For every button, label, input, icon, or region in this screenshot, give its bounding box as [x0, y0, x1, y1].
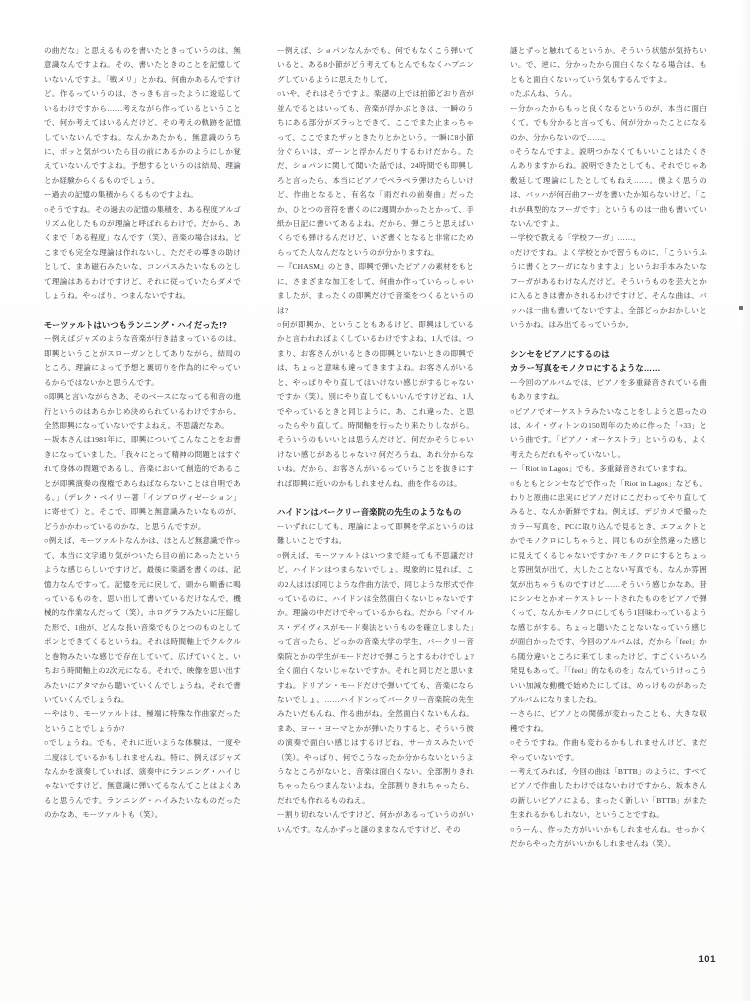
body-paragraph: ○そうですね。作曲も変わるかもしれませんけど、まだやっていないです。 — [510, 738, 707, 762]
body-paragraph: ○そうなんですよ。説明つかなくてもいいことはたくさんありますからね。説明できたとしても、それでじゃあ敷延して理論にしたとしてもねえ……。僕よく思うのは、バッハが何百曲フーガを書いたか知らないけど、「これが典型的なフーガです」というものは一曲も書いていないんですよ。 — [510, 146, 707, 229]
body-paragraph: ○例えば、モーツァルトなんかは、ほとんど無意識で作って、本当に文字通り気がついたら目の前にあったというような感じらしいですけど。最後に楽譜を書くのは、記憶力なんですって。記憶を元に戻して、頭から順番に鳴っているものを、思い出して書いているだけなんで、機械的な作業なんだって（笑）。ホログラフみたいに圧縮した形で、1曲が、どんな長い音楽でもひとつのものとしてポンとできてくるというね。それは時間軸上でクルクルと巻物みたいな感じで存在していて、広げていくと、いちおう時間軸上の2次元になる。それで、映像を思い出すみたいにアタマから聴いていくんでしょうね。それで書いていくんでしょうね。 — [44, 536, 241, 704]
body-paragraph: ○そうですね。その過去の記憶の集積を、ある程度アルゴリズム化したものが理論と呼ばれるわけで。だから、あくまで「ある程度」なんです（笑）、音楽の場合はね。どこまでも完全な理論は作れないし、ただその導きの助けとして、まあ磁石みたいな、コンパスみたいなものとして理論はあるわけですけど、それに従っていたらダメでしょうね。やっぱり、つまんないですね。 — [44, 204, 241, 301]
body-paragraph: ○うーん、作った方がいいかもしれませんね。せっかくだからやった方がいいかもしれませんね（笑）。 — [510, 824, 707, 849]
body-paragraph: ○ピアノでオーケストラみたいなことをしようと思ったのは、ルイ・ヴィトンの150周年のために作った「+33」という曲です。「ピアノ・オーケストラ」というのも、よく考えたらだれもやっていないし。 — [510, 406, 707, 459]
section-heading: ハイドンはバークリー音楽院の先生のようなもの — [277, 507, 462, 518]
register-mark-icon — [739, 306, 743, 310]
section-heading: シンセをピアノにするのは — [510, 348, 610, 359]
body-paragraph: ○例えば、モーツァルトはいつまで経っても不思議だけど、ハイドンはつまらないでしょ。現象的に見れば、この2人はほぼ同じような作曲方法で、同じような形式で作っているのに、ハイドンは全然面白くないじゃないですか。理論の中だけでやっているからね。だから「マイルス・デイヴィスがモード奏法というものを確立しました」って言ったら、どっかの音楽大学の学生、バークリー音楽院とかの学生がモードだけで弾こうとするわけでしょ? 全く面白くないじゃないですか。それと同じだと思いますね。ドリアン・モードだけで弾いてても、音楽にならないでしょ。……ハイドンってバークリー音楽院の先生みたいだもんね、作る曲がね。全然面白くないもんね。まあ、ヨー・ヨーマとかが弾いたりすると、そういう彼の演奏で面白い感じはするけどね、サーカスみたいで（笑）。やっぱり、何でこうなったか分からないというようなところがないと、音楽は面白くない。全部割りきれちゃったらつまんないよね。全部割りきれちゃったら、だれでも作れるものねえ。 — [277, 550, 474, 805]
text-column-1 — [44, 44, 241, 924]
body-paragraph: ○何が即興か、ということもあるけど、即興はしているかと言われればよくしているわけですよね、1人では。つまり、お客さんがいるときの即興といないときの即興では、ちょっと意味も違ってきますよね。お客さんがいると、やっぱりやり直してはいけない感じがするじゃないですか（笑）。別にやり直してもいいんですけどね、1人でやっているときと同じように。あ、これ違った、と思ったらやり直して。時間軸を行ったり来たりしながら。そういうのもいいとは思うんだけど、何だかそうじゃいけない感じがあるじゃない? 何だろうね、あれ分からないね。だから、お客さんがいるっていうことを抜きにすれば即興に近いのかもしれませんね、曲を作るのは。 — [277, 320, 474, 488]
body-paragraph: ○たぶんね、うん。 — [510, 89, 577, 99]
body-paragraph: ー割り切れないんですけど、何かがあるっていうのがいいんです。なんかずっと謎のままなんですけど、その — [277, 810, 474, 834]
body-paragraph: ーいずれにしても、理論によって即興を学ぶというのは難しいことですね。 — [277, 521, 474, 546]
body-paragraph: ー坂本さんは1981年に、即興についてこんなことをお書きになっていました。「我々にとって精神の問題とはすぐれて身体の問題であるし、音楽において創造的であることが即興演奏の復権であらねばならないことは自明である。」（デレク・ベイリー著「インプロヴィゼーション」に寄せて）と。そこで、即興と無意識みたいなものが、どうかかわっているのかな、と思うんですが。 — [44, 435, 241, 531]
gutter-shadow — [740, 0, 750, 1001]
body-paragraph: 謎とずっと触れてるというか。そういう状態が気持ちいい。で、逆に、分かったから面白くなくなる場合は、もともと面白くないっていう気もするんですよ。 — [510, 46, 707, 84]
body-paragraph: ー考えてみれば、今回の曲は「BTTB」のように、すべてピアノで作曲したわけではないわけですから、坂本さんの新しいピアノによる、まったく新しい「BTTB」がまた生まれるかもしれない、ということですね。 — [510, 767, 707, 820]
body-paragraph: ○もともとシンセなどで作った「Riot in Lagos」なども、わりと原曲に忠実にピアノだけにこだわってやり直してみると、なんか新鮮ですね。例えば、デジカメで撮ったカラー写真を、PCに取り込んで見るとき、エフェクトとかでモノクロにしちゃうと、同じものが全然違った感じに見えてくるじゃないですか? モノクロにするとちょっと雰囲気が出て、大したことない写真でも、なんか雰囲気が出ちゃうものですけど……そういう感じかなあ。昔にシンセとかオーケストレートされたものをピアノで弾くって、なんかモノクロにしてもう1回味わっているような感じがする。ちょっと聴いたことないなっていう感じが面白かったです、今回のアルバムは。だから「feel」から随分違いところに来てしまったけど、すごくいろいろ発見もあって。「「feel」的なものを」なんていうけっこういい加減な動機で始めたにしては、めっけものがあったアルバムになりましたね。 — [510, 478, 707, 704]
body-paragraph: ー学校で教える「学校フーガ」……。 — [510, 233, 641, 243]
body-paragraph: ○でしょうね。でも、それに近いような体験は、一度や二度はしているかもしれませんね。特に、例えばジャズなんかを演奏していれば、演奏中にランニング・ハイじゃないですけど、無意識に弾いてるなんてことはよくあると思うんです。ランニング・ハイみたいなものだったのかなあ、モーツァルトも（笑）。 — [44, 738, 241, 820]
body-paragraph: ー「Riot in Lagos」でも、多重録音されていますね。 — [510, 464, 692, 474]
text-column-2 — [277, 44, 474, 924]
body-paragraph: ー分かったからもっと良くなるというのが、本当に面白くて。でも分かると言っても、何が分かったことになるのか、分からないので……。 — [510, 103, 707, 142]
body-paragraph: ー過去の記憶の集積からくるものですよね。 — [44, 190, 198, 200]
section-heading: カラー写真をモノクロにするような…… — [510, 363, 661, 374]
body-paragraph: ー例えばジャズのような音楽が行き詰まっているのは、即興ということがスローガンとしてありながら、結局のところ、理論によって予想と裏切りを作為的にやっているからではないかと思うんです。 — [44, 334, 241, 387]
page-number: 101 — [698, 954, 716, 965]
body-paragraph: ーさらに、ピアノとの関係が変わったことも、大きな収穫ですね。 — [510, 709, 707, 733]
body-paragraph: ○即興と言いながらさあ、そのベースになってる和音の進行というのはあらかじめ決められているわけですから、全然即興になっていないですよねえ。不思議だなあ。 — [44, 392, 241, 430]
text-columns-container — [44, 44, 708, 924]
section-heading: モーツァルトはいつもランニング・ハイだった!? — [44, 319, 228, 330]
body-paragraph: ー『CHASM』のとき、即興で弾いたピアノの素材をもとに、さまざまな加工をして、何曲か作っていらっしゃいましたが、まったくの即興だけで音楽をつくるというのは? — [277, 262, 474, 315]
body-paragraph: ー今回のアルバムでは、ピアノを多重録音されている曲もありますね。 — [510, 377, 707, 402]
body-paragraph: の曲だな」と思えるものを書いたときっていうのは、無意識なんですよね。その、書いたときのことを記憶していないんですよ。「戦メリ」とかね、何曲かあるんですけど。作るっていうのは、さっきも言ったように逡巡しているわけですから……考えながら作っているということで、何か考えてはいるんだけど、その考えの軌跡を記憶していないんですね。なんかあたかも、無意識のうちに、ポッと気がついたら目の前にあるかのようにしか覚えていないんですよね。予想するというのは結局、理論とか経験からくるものでしょう。 — [44, 46, 241, 185]
body-paragraph: ○いや、それはそうですよ。楽譜の上では拍節どおり音が並んでるとはいっても、音楽が浮かぶときは、一瞬のうちにある部分がズラっとできて、ここでまた止まっちゃって、ここでまたザッときたりとかという。一瞬に8小節分ぐらいは、ガーンと浮かんだりするわけだから。ただ、ショパンに関して聞いた話では、24時間でも即興しろと言ったら、本当にピアノでペラペラ弾けたらしいけど、作曲となると、有名な「雨だれの前奏曲」だったか、ひとつの音符を書くのに2週間かかったとかって、手紙か日記に書いてあるよね。だから、弾こうと思えばいくらでも弾けるんだけど、いざ書くとなると非常にためらってた人なんだなというのが分かりますね。 — [277, 89, 475, 257]
body-paragraph: ○だけですね。よく学校とかで習うものに、「こういうふうに書くとフーガになりますよ」というお手本みたいなフーガがあるわけなんだけど。そういうものを芸大とかに入るときは書かされるわけですけど、そんな曲は、バッハは一曲も書いてないですよ。全部どっかおかしいというかね。はみ出てるっていうか。 — [510, 247, 707, 330]
text-column-3 — [510, 44, 707, 924]
body-paragraph: ー例えば、ショパンなんかでも、何でもなくこう弾いていると、ある8小節がどう考えてもとんでもなくハプニングしているように思えたりして。 — [277, 46, 474, 84]
body-paragraph: ーやはり、モーツァルトは、極端に特殊な作曲家だったということでしょうか? — [44, 709, 241, 733]
